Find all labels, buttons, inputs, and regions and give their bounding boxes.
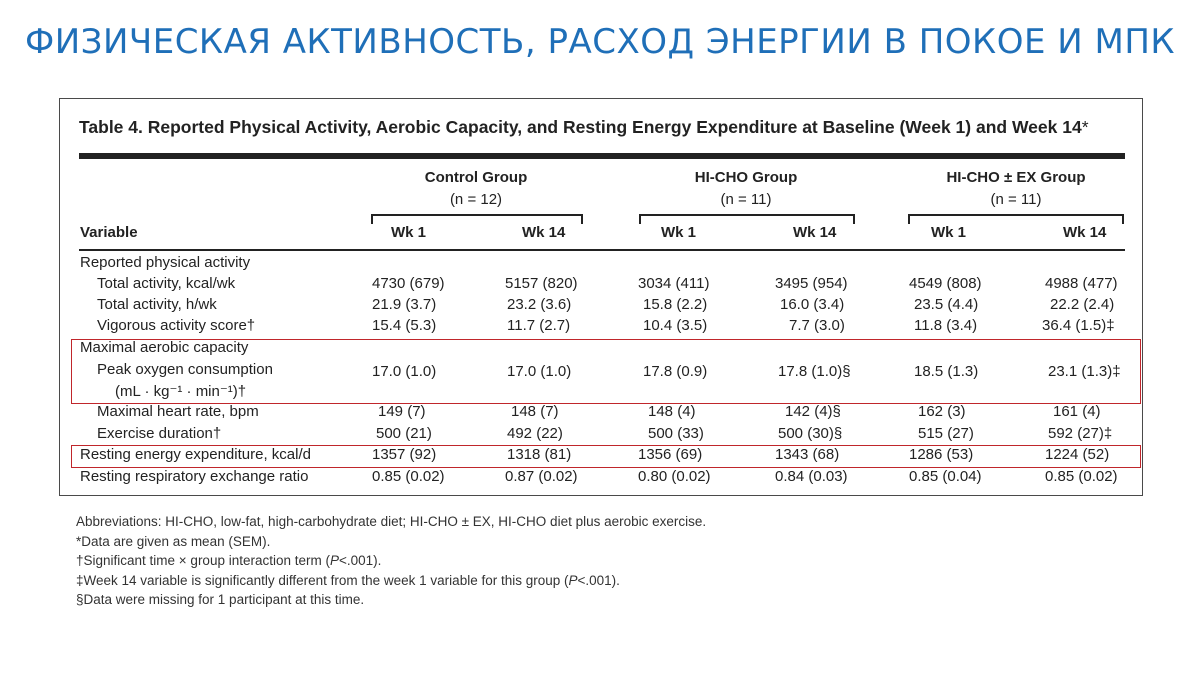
table-title-text: Table 4. Reported Physical Activity, Aerobic Capacity, and Resting Energy Expenditure at Baseline (Week 1) and Week 14: [79, 117, 1082, 137]
table-cell: 0.85 (0.02): [372, 468, 445, 485]
table-cell: 16.0 (3.4): [780, 296, 845, 313]
table-cell: 17.8 (0.9): [643, 363, 708, 380]
col-header: Wk 14: [522, 224, 566, 241]
footnote-dagger: [76, 551, 706, 571]
table-cell: 592 (27)‡: [1048, 425, 1113, 442]
column-header-rule: [79, 249, 1125, 251]
table-cell: 15.8 (2.2): [643, 296, 708, 313]
table-row: [60, 468, 1140, 489]
row-label-unit: (mL · kg⁻¹ · min⁻¹)†: [115, 383, 247, 400]
table-row: [60, 317, 1140, 338]
table-cell: 11.7 (2.7): [507, 317, 571, 334]
table-cell: 149 (7): [378, 403, 426, 420]
table-cell: 23.2 (3.6): [507, 296, 572, 313]
table-cell: 22.2 (2.4): [1050, 296, 1115, 313]
table-cell: 1357 (92): [372, 446, 437, 463]
table-cell: 17.8 (1.0)§: [778, 363, 851, 380]
row-label: Total activity, kcal/wk: [97, 275, 236, 292]
footnote-p: P: [330, 553, 340, 568]
group-header-hicho: [616, 167, 876, 211]
table-cell: 4730 (679): [372, 275, 445, 292]
table-cell: 515 (27): [918, 425, 974, 442]
slide-title: ФИЗИЧЕСКАЯ АКТИВНОСТЬ, РАСХОД ЭНЕРГИИ В ПОКОЕ И МПК: [24, 22, 1176, 62]
footnote-abbreviations: Abbreviations: HI-CHO, low-fat, high-carbohydrate diet; HI-CHO ± EX, HI-CHO diet plus aerobic exercise.: [76, 514, 707, 529]
table-title: [79, 117, 1089, 138]
row-label: Resting energy expenditure, kcal/d: [80, 446, 311, 463]
table-cell: 1343 (68): [775, 446, 840, 463]
group-n: (n = 11): [720, 191, 772, 208]
table-cell: 3495 (954): [775, 275, 848, 292]
group-n: (n = 11): [990, 191, 1042, 208]
table-cell: 500 (30)§: [778, 425, 843, 442]
table-cell: 148 (7): [511, 403, 559, 420]
row-label: Peak oxygen consumption: [97, 361, 273, 378]
group-bracket: [639, 214, 855, 224]
table-cell: 500 (33): [648, 425, 704, 442]
table-row: [60, 275, 1140, 296]
col-header: Wk 14: [1063, 224, 1107, 241]
footnote-text: †Significant time × group interaction term (: [76, 553, 330, 568]
table-cell: 17.0 (1.0): [507, 363, 572, 380]
row-label: Reported physical activity: [80, 254, 251, 271]
group-header-control: [346, 167, 606, 211]
col-header: Wk 14: [793, 224, 837, 241]
table-row: [60, 296, 1140, 317]
table-cell: 492 (22): [507, 425, 563, 442]
footnote-star: *Data are given as mean (SEM).: [76, 533, 271, 549]
table-cell: 0.84 (0.03): [775, 468, 848, 485]
row-label: Maximal heart rate, bpm: [97, 403, 259, 420]
table-cell: 4549 (808): [909, 275, 982, 292]
table-cell: 7.7 (3.0): [789, 317, 845, 334]
table-cell: 15.4 (5.3): [372, 317, 437, 334]
header-rule: [79, 153, 1125, 159]
table-cell: 3034 (411): [638, 275, 710, 292]
table-cell: 11.8 (3.4): [914, 317, 978, 334]
table-title-mark: *: [1081, 117, 1089, 137]
table-cell: 148 (4): [648, 403, 696, 420]
group-name: Control Group: [424, 169, 528, 186]
table-cell: 1286 (53): [909, 446, 974, 463]
group-bracket: [908, 214, 1124, 224]
table-cell: 0.87 (0.02): [505, 468, 578, 485]
table-cell: 0.85 (0.04): [909, 468, 982, 485]
row-label: Total activity, h/wk: [97, 296, 217, 313]
table-row: [60, 339, 1140, 360]
table-cell: 1224 (52): [1045, 446, 1110, 463]
footnote-text: <.001).: [339, 553, 382, 568]
variable-header: Variable: [80, 224, 138, 241]
group-name: HI-CHO ± EX Group: [946, 169, 1086, 186]
row-label: Vigorous activity score†: [97, 317, 256, 334]
table-cell: 1318 (81): [507, 446, 572, 463]
footnote-section: §Data were missing for 1 participant at this time.: [76, 592, 365, 607]
table-cell: 1356 (69): [638, 446, 703, 463]
footnote-p: P: [568, 572, 578, 588]
table-cell: 162 (3): [918, 403, 966, 420]
group-n: (n = 12): [449, 191, 503, 208]
col-header: Wk 1: [391, 224, 427, 241]
table-cell: 36.4 (1.5)‡: [1042, 317, 1115, 334]
table-cell: 23.5 (4.4): [914, 296, 979, 313]
table-cell: 5157 (820): [505, 275, 578, 292]
table-cell: 500 (21): [376, 425, 432, 442]
table-cell: 10.4 (3.5): [643, 317, 708, 334]
row-label: Exercise duration†: [97, 425, 222, 442]
group-name: HI-CHO Group: [694, 169, 798, 186]
footnotes: [76, 512, 706, 610]
table-row: [60, 425, 1140, 446]
table-cell: 0.85 (0.02): [1045, 468, 1118, 485]
col-header: Wk 1: [931, 224, 967, 241]
data-table: [59, 98, 1143, 496]
group-bracket: [371, 214, 583, 224]
footnote-text: ‡Week 14 variable is significantly different from the week 1 variable for this group (: [76, 572, 569, 588]
row-label: Maximal aerobic capacity: [80, 339, 249, 356]
table-cell: 0.80 (0.02): [638, 468, 711, 485]
table-cell: 21.9 (3.7): [372, 296, 437, 313]
row-label: Resting respiratory exchange ratio: [80, 468, 309, 485]
table-row: [60, 361, 1140, 403]
group-header-hicho-ex: [886, 167, 1146, 211]
table-cell: 142 (4)§: [785, 403, 841, 420]
col-header: Wk 1: [661, 224, 697, 241]
table-cell: 23.1 (1.3)‡: [1048, 363, 1121, 380]
table-cell: 161 (4): [1053, 403, 1101, 420]
table-row: [60, 403, 1140, 424]
table-row: [60, 254, 1140, 275]
table-cell: 18.5 (1.3): [914, 363, 979, 380]
footnote-double-dagger: [76, 571, 706, 591]
table-row: [60, 446, 1140, 467]
footnote-text: <.001).: [577, 572, 620, 588]
table-cell: 4988 (477): [1045, 275, 1118, 292]
table-cell: 17.0 (1.0): [372, 363, 437, 380]
